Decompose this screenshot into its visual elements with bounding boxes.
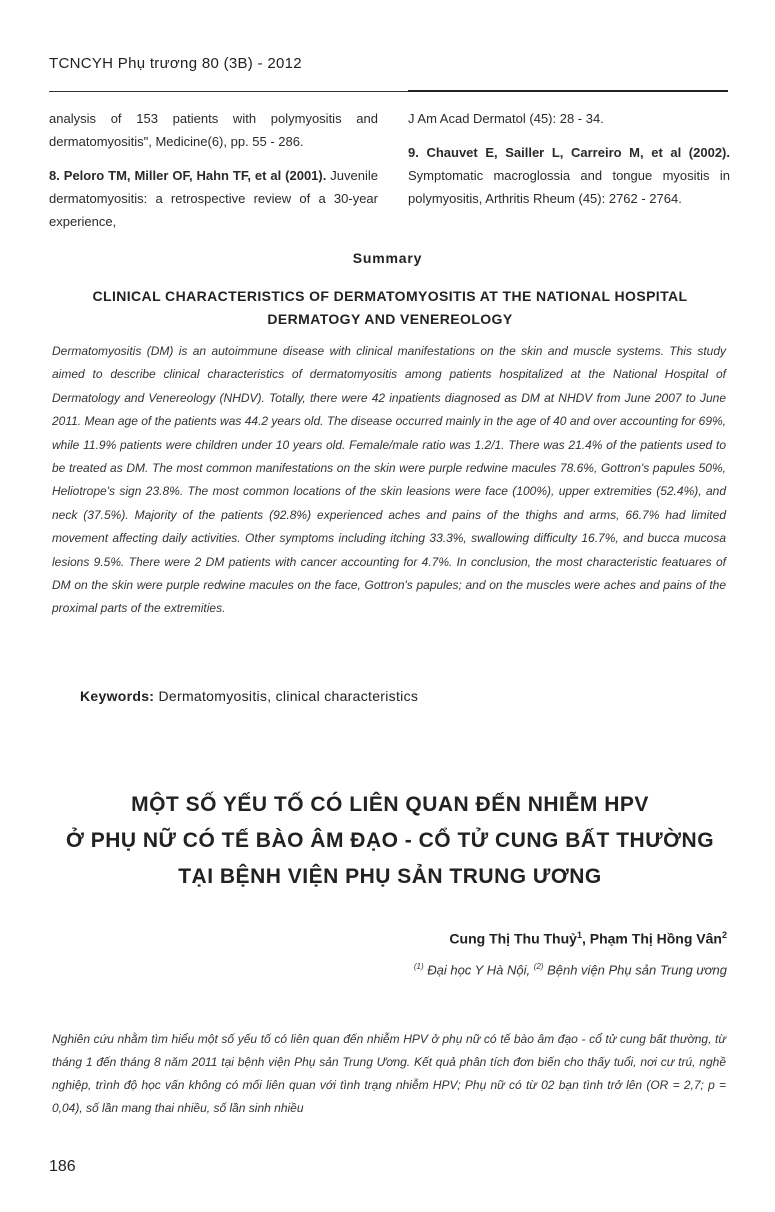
- author-2-affiliation-mark: 2: [721, 930, 727, 940]
- keywords-label: Keywords:: [80, 688, 155, 704]
- reference-9-authors: 9. Chauvet E, Sailler L, Carreiro M, et al (2002).: [408, 145, 730, 160]
- keywords-line: [80, 688, 418, 704]
- article-title-line-3: TẠI BỆNH VIỆN PHỤ SẢN TRUNG ƯƠNG: [178, 865, 602, 888]
- affiliations-line: [414, 962, 727, 977]
- reference-8-title: Juvenile dermatomyositis: a retrospective review of a 30-year experience,: [49, 168, 378, 229]
- english-abstract: Dermatomyositis (DM) is an autoimmune disease with clinical manifestations on the skin and muscle systems. This study aimed to describe clinical characteristics of dermatomyositis among patients hospitalized at the National Hospital of Dermatology and Venereology (NHDV). Totally, there were 42 inpatients diagnosed as DM at NHDV from June 2007 to June 2011. Mean age of the patients was 44.2 years old. The disease occurred mainly in the age of 40 and over accounting for 69%, while 11.9% patients were children under 10 years old. Female/male ratio was 1.2/1. There was 21.4% of the patients used to be treated as DM. The most common manifestations on the skin were purple redwine macules 78.6%, Gottron's papules 50%, Heliotrope's sign 23.8%. The most common locations of the skin leasions were face (100%), upper extremities (52.4%), and neck (37.5%). Majority of the patients (92.8%) experienced aches and pains of the thighs and arms, 66.7% had limited movement affecting daily activities. Other symptoms including itching 33.3%, swallowing difficulty 16.7%, and bucca mucosa lesions 9.5%. There were 2 DM patients with cancer accounting for 4.7%. In conclusion, the most characteristic featuares of DM on the skin were purple redwine macules on the face, Gottron's papules; and on the muscles were aches and pains of the proximal parts of the extremities.: [52, 344, 726, 616]
- keywords-text: Dermatomyositis, clinical characteristics: [158, 688, 419, 704]
- vietnamese-abstract: Nghiên cứu nhằm tìm hiểu một số yếu tố có liên quan đến nhiễm HPV ở phụ nữ có tế bào âm đạo - cổ tử cung bất thường, từ tháng 1 đến tháng 8 năm 2011 tại bệnh viện Phụ sản Trung Ương. Kết quả phân tích đơn biến cho thấy tuổi, nơi cư trú, nghề nghiệp, trình độ học vấn không có mối liên quan với tình trạng nhiễm HPV; Phụ nữ có từ 02 bạn tình trở lên (OR = 2,7; p = 0,04), số lần mang thai nhiều, số lần sinh nhiều: [52, 1032, 726, 1115]
- reference-9: [408, 141, 730, 210]
- affiliation-2-mark: (2): [533, 962, 544, 971]
- references-right-column: [408, 107, 730, 210]
- reference-8: [49, 164, 378, 233]
- header-rule-accent: [408, 90, 728, 92]
- summary-heading: Summary: [352, 250, 423, 266]
- reference-8-authors: 8. Peloro TM, Miller OF, Hahn TF, et al (2001).: [49, 168, 327, 183]
- affiliation-1-mark: (1): [413, 962, 424, 971]
- affiliation-2: Bệnh viện Phụ sản Trung ương: [543, 962, 727, 978]
- article-title-line-2: Ở PHỤ NỮ CÓ TẾ BÀO ÂM ĐẠO - CỔ TỬ CUNG BẤT THƯỜNG: [65, 829, 715, 852]
- author-1-affiliation-mark: 1: [576, 930, 582, 940]
- authors-line: [449, 930, 727, 947]
- references-left-column: [49, 107, 378, 233]
- author-separator: ,: [581, 930, 590, 947]
- running-head: TCNCYH Phụ trương 80 (3B) - 2012: [49, 55, 302, 72]
- reference-9-title: Symptomatic macroglossia and tongue myositis in polymyositis, Arthritis Rheum (45): 2762 - 2764.: [408, 168, 730, 206]
- affiliation-1: Đại học Y Hà Nội,: [423, 962, 534, 978]
- reference-7-continuation: analysis of 153 patients with polymyositis and dermatomyositis", Medicine(6), pp. 55 - 286.: [49, 111, 378, 149]
- article-title: [60, 787, 720, 895]
- summary-title: CLINICAL CHARACTERISTICS OF DERMATOMYOSITIS AT THE NATIONAL HOSPITAL DERMATOGY AND VENEREOLOGY: [92, 288, 688, 327]
- author-1: Cung Thị Thu Thuỷ: [449, 930, 577, 947]
- author-2: Phạm Thị Hồng Vân: [589, 930, 722, 947]
- reference-8-continuation: J Am Acad Dermatol (45): 28 - 34.: [408, 111, 604, 126]
- article-title-line-1: MỘT SỐ YẾU TỐ CÓ LIÊN QUAN ĐẾN NHIỄM HPV: [131, 793, 649, 816]
- page-number: 186: [49, 1158, 76, 1175]
